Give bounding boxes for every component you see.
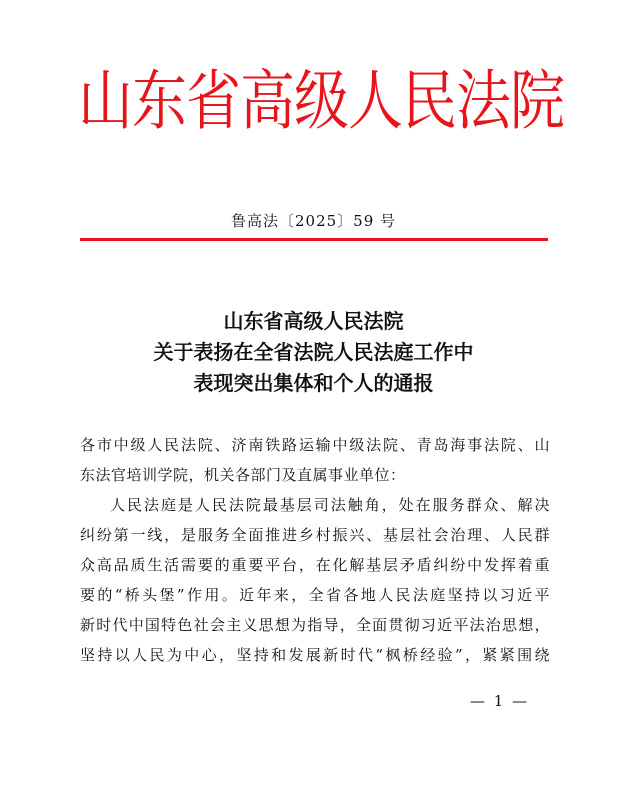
paragraph-line: 众高品质生活需要的重要平台，在化解基层矛盾纠纷中发挥着重: [80, 556, 550, 574]
paragraph-line: 要的“桥头堡”作用。近年来，全省各地人民法庭坚持以习近平: [80, 586, 550, 604]
document-number: 鲁高法〔2025〕59 号: [230, 212, 397, 230]
addressee-line: 各市中级人民法院、济南铁路运输中级法院、青岛海事法院、山: [80, 436, 550, 454]
paragraph-line: 新时代中国特色社会主义思想为指导，全面贯彻习近平法治思想，: [80, 616, 550, 634]
addressee-line: 东法官培训学院，机关各部门及直属事业单位：: [80, 466, 406, 484]
red-separator-line: [80, 238, 548, 241]
issuer-header: 山东省高级人民法院: [78, 62, 565, 139]
paragraph-line: 坚持以人民为中心，坚持和发展新时代“枫桥经验”，紧紧围绕: [80, 646, 550, 664]
notice-title-line: 山东省高级人民法院: [223, 309, 404, 333]
paragraph-line: 纠纷第一线，是服务全面推进乡村振兴、基层社会治理、人民群: [80, 526, 550, 544]
notice-title-line: 关于表扬在全省法院人民法庭工作中: [153, 340, 474, 364]
page-number: — 1 —: [470, 692, 530, 710]
notice-title: [0, 306, 627, 399]
paragraph-line: 人民法庭是人民法院最基层司法触角，处在服务群众、解决: [110, 496, 550, 514]
notice-title-line: 表现突出集体和个人的通报: [193, 371, 434, 395]
body-text: [80, 430, 550, 670]
